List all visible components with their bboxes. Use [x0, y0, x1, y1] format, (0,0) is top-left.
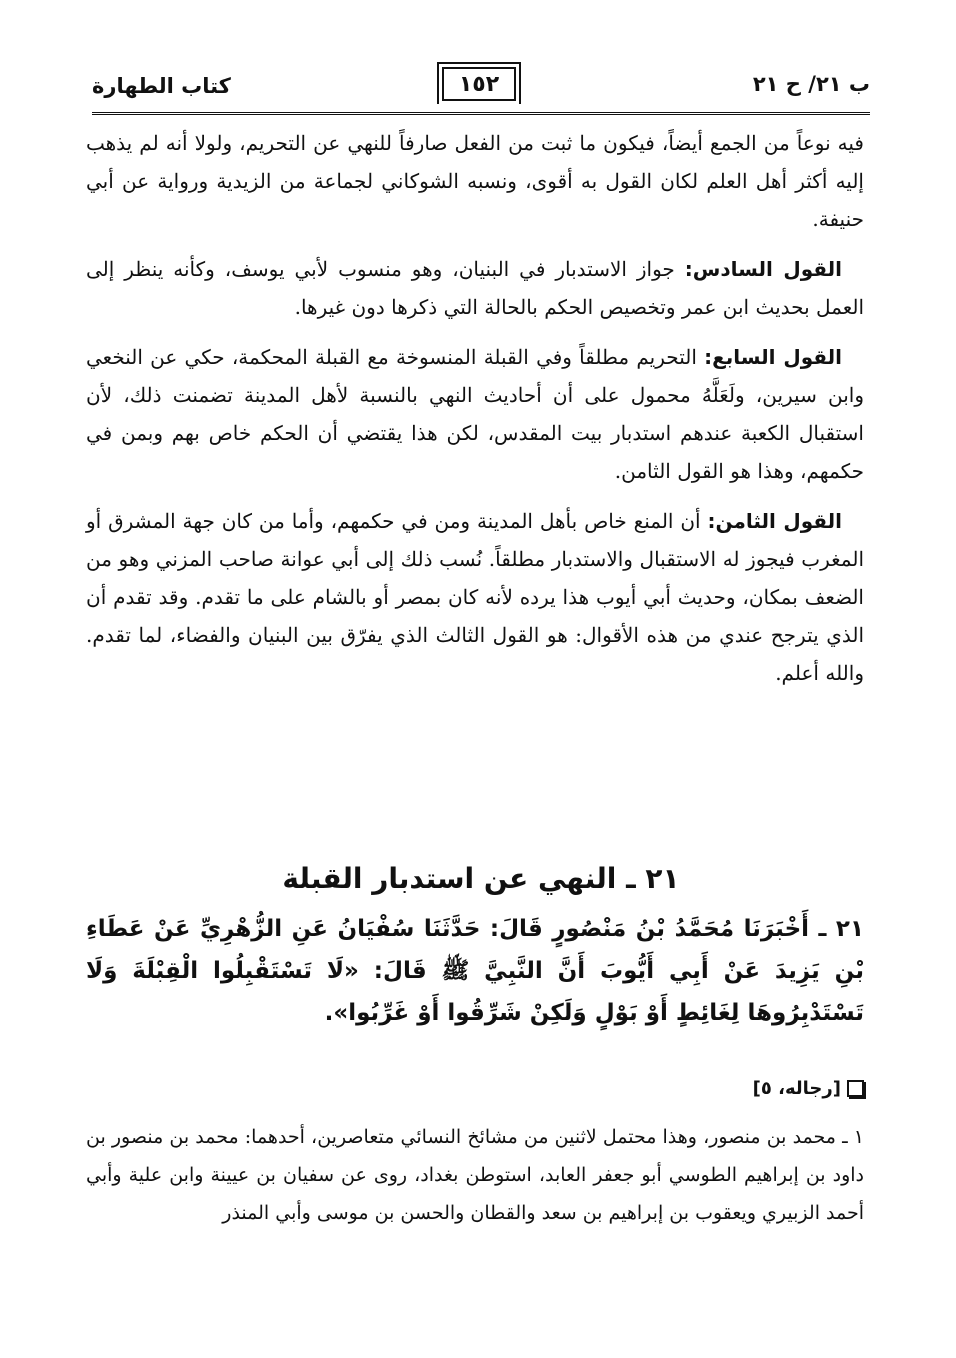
- narrators-notes: ١ ـ محمد بن منصور، وهذا محتمل لاثنين من مشائخ النسائي متعاصرين، أحدهما: محمد بن منصور بن داود بن إبراهيم الطوسي أبو جعفر العابد، استوطن بغداد، روى عن سفيان بن عيينة وابن علية وأبي أحمد الزبيري ويعقوب بن إبراهيم بن سعد والقطان والحسن بن موسى وأبي المنذر: [86, 1126, 864, 1224]
- opinion-term: القول الثامن:: [707, 509, 842, 533]
- chapter-title: ٢١ ـ النهي عن استدبار القبلة: [282, 862, 680, 895]
- paragraph-7th-opinion: [86, 338, 864, 490]
- section-label-text: [رجاله، ٥]: [752, 1078, 841, 1099]
- running-header: [92, 62, 870, 115]
- book-title: كتاب الطهارة: [92, 74, 231, 98]
- hadith-text: ٢١ ـ أَخْبَرَنَا مُحَمَّدُ بْنُ مَنْصُورٍ قَالَ: حَدَّثَنَا سُفْيَانُ عَنِ الزُّهْرِيِّ عَنْ عَطَاءِ بْنِ يَزِيدَ عَنْ أَبِي أَيُّوبَ أَنَّ النَّبِيَّ ﷺ قَالَ: «لَا تَسْتَقْبِلُوا الْقِبْلَةَ وَلَا تَسْتَدْبِرُوهَا لِغَائِطٍ أَوْ بَوْلٍ وَلَكِنْ شَرِّقُوا أَوْ غَرِّبُوا».: [86, 916, 864, 1026]
- paragraph-text: التحريم مطلقاً وفي القبلة المنسوخة مع القبلة المحكمة، حكي عن النخعي وابن سيرين، ولَعَلَّهُ محمول على أن أحاديث النهي بالنسبة لأهل المدينة تضمنت ذلك، لأن استقبال الكعبة عندهم استدبار بيت المقدس، لكن هذا يقتضي أن الحكم خاص بهم وبمن في حكمهم، وهذا هو القول الثامن.: [86, 345, 864, 483]
- page-number: ١٥٢: [437, 62, 521, 104]
- opinion-term: القول السابع:: [704, 345, 842, 369]
- chapter-reference: ب ٢١/ ح ٢١: [752, 72, 870, 96]
- opinion-term: القول السادس:: [684, 257, 843, 281]
- paragraph-1: [86, 124, 864, 238]
- section-label: [753, 1078, 864, 1099]
- paragraph-text: أن المنع خاص بأهل المدينة ومن في حكمهم، وأما من كان جهة المشرق أو المغرب فيجوز له الاستقبال والاستدبار مطلقاً. نُسب ذلك إلى أبي عوانة صاحب المزني وهو من الضعف بمكان، وحديث أبي أيوب هذا يرده لأنه كان بمصر أو بالشام على ما تقدم. وقد تقدم أن الذي يترجح عندي من هذه الأقوال: هو القول الثالث الذي يفرّق بين البنيان والفضاء، لما تقدم. والله أعلم.: [86, 509, 864, 685]
- paragraph-6th-opinion: [86, 250, 864, 326]
- paragraph-text: فيه نوعاً من الجمع أيضاً، فيكون ما ثبت من الفعل صارفاً للنهي عن التحريم، ولولا أنه لم يذهب إليه أكثر أهل العلم لكان القول به أقوى، ونسبه الشوكاني لجماعة من الزيدية ورواية عن أبي حنيفة.: [86, 131, 864, 231]
- commentary-text: [86, 124, 864, 704]
- paragraph-8th-opinion: [86, 502, 864, 692]
- checkbox-square-icon: [847, 1080, 864, 1097]
- paragraph-text: جواز الاستدبار في البنيان، وهو منسوب لأبي يوسف، وكأنه ينظر إلى العمل بحديث ابن عمر وتخصيص الحكم بالحالة التي ذكرها دون غيرها.: [86, 257, 864, 319]
